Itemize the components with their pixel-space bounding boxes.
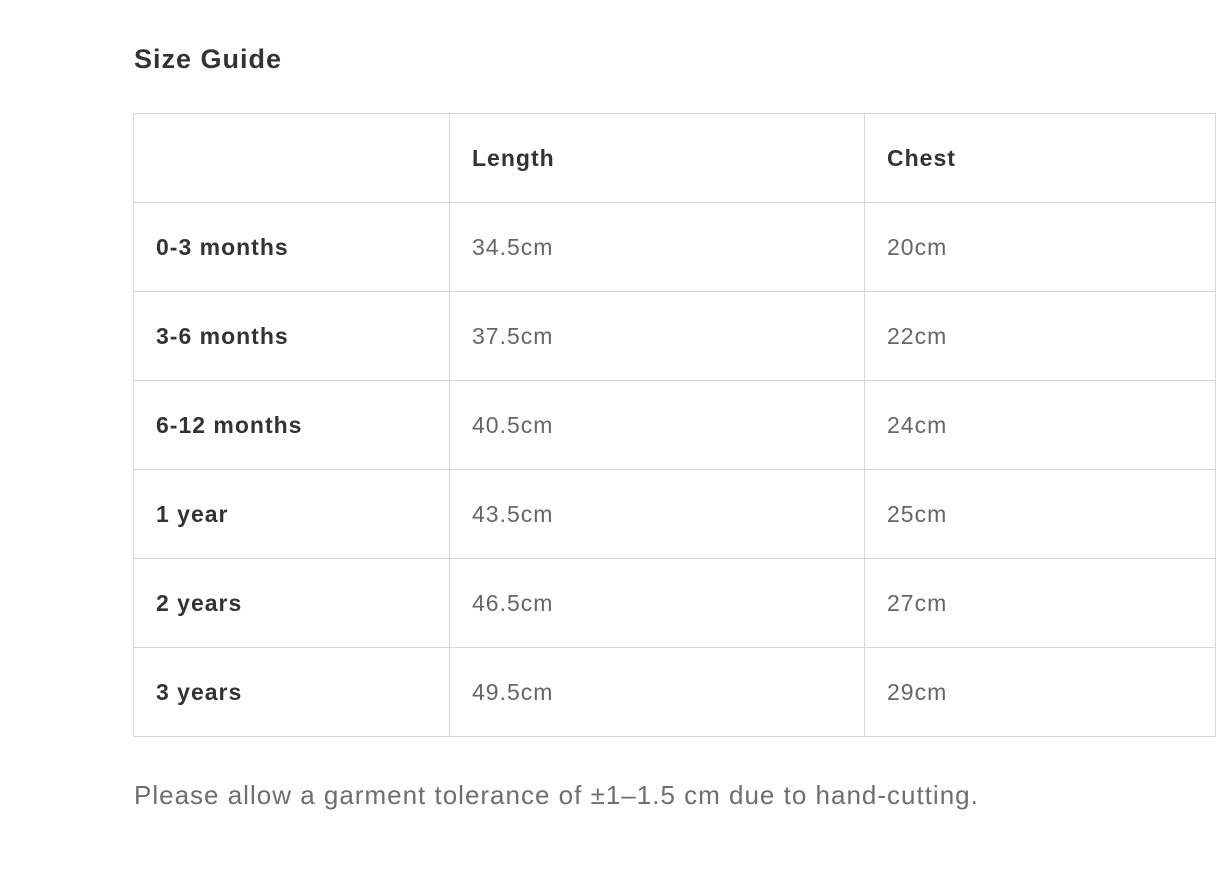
length-value: 43.5cm xyxy=(450,470,865,559)
length-value: 46.5cm xyxy=(450,559,865,648)
chest-value: 29cm xyxy=(865,648,1216,737)
chest-value: 24cm xyxy=(865,381,1216,470)
chest-value: 25cm xyxy=(865,470,1216,559)
size-label: 1 year xyxy=(134,470,450,559)
length-value: 40.5cm xyxy=(450,381,865,470)
chest-value: 20cm xyxy=(865,203,1216,292)
size-label: 6-12 months xyxy=(134,381,450,470)
table-row xyxy=(134,381,1216,470)
size-table xyxy=(133,113,1216,737)
table-row xyxy=(134,292,1216,381)
size-label: 3-6 months xyxy=(134,292,450,381)
page-title: Size Guide xyxy=(134,44,283,74)
table-row xyxy=(134,470,1216,559)
length-value: 49.5cm xyxy=(450,648,865,737)
tolerance-note: Please allow a garment tolerance of ±1–1.5 cm due to hand-cutting. xyxy=(134,780,979,810)
length-value: 34.5cm xyxy=(450,203,865,292)
size-label: 2 years xyxy=(134,559,450,648)
chest-value: 22cm xyxy=(865,292,1216,381)
size-label: 0-3 months xyxy=(134,203,450,292)
table-row xyxy=(134,559,1216,648)
header-cell-size xyxy=(134,114,450,203)
length-value: 37.5cm xyxy=(450,292,865,381)
header-cell-length: Length xyxy=(450,114,865,203)
table-row xyxy=(134,203,1216,292)
size-label: 3 years xyxy=(134,648,450,737)
header-cell-chest: Chest xyxy=(865,114,1216,203)
chest-value: 27cm xyxy=(865,559,1216,648)
table-header-row xyxy=(134,114,1216,203)
table-row xyxy=(134,648,1216,737)
